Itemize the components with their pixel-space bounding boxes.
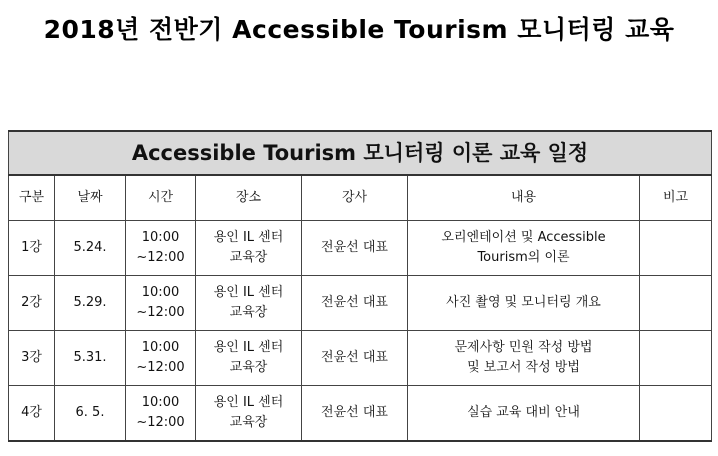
place-room: 교육장 [229, 250, 268, 265]
time-end: ~12:00 [136, 360, 185, 375]
schedule-table [8, 130, 712, 442]
cell-instructor: 전윤선 대표 [302, 276, 408, 331]
header-time: 시간 [126, 175, 196, 221]
table-row [9, 276, 712, 331]
time-start: 10:00 [141, 395, 180, 410]
place-name: 용인 IL 센터 [213, 395, 284, 410]
time-start: 10:00 [141, 285, 180, 300]
cell-date: 6. 5. [55, 386, 126, 442]
cell-content [408, 276, 640, 331]
place-room: 교육장 [229, 415, 268, 430]
cell-time [126, 331, 196, 386]
cell-time [126, 221, 196, 276]
cell-date: 5.24. [55, 221, 126, 276]
table-header-row [9, 175, 712, 221]
cell-content [408, 221, 640, 276]
header-date: 날짜 [55, 175, 126, 221]
time-end: ~12:00 [136, 415, 185, 430]
cell-note [640, 331, 712, 386]
cell-place [196, 221, 302, 276]
place-room: 교육장 [229, 305, 268, 320]
cell-date: 5.31. [55, 331, 126, 386]
time-end: ~12:00 [136, 305, 185, 320]
header-content: 내용 [408, 175, 640, 221]
cell-place [196, 276, 302, 331]
cell-place [196, 331, 302, 386]
time-end: ~12:00 [136, 250, 185, 265]
cell-note [640, 386, 712, 442]
cell-date: 5.29. [55, 276, 126, 331]
content-line: 오리엔테이션 및 Accessible [441, 230, 606, 245]
table-row [9, 386, 712, 442]
header-session: 구분 [9, 175, 55, 221]
document-title: 2018년 전반기 Accessible Tourism 모니터링 교육 [43, 15, 675, 44]
place-name: 용인 IL 센터 [213, 340, 284, 355]
content-line: 사진 촬영 및 모니터링 개요 [446, 295, 601, 310]
content-line: 문제사항 민원 작성 방법 [454, 340, 593, 355]
cell-place [196, 386, 302, 442]
cell-content [408, 386, 640, 442]
time-start: 10:00 [141, 340, 180, 355]
header-place: 장소 [196, 175, 302, 221]
cell-instructor: 전윤선 대표 [302, 221, 408, 276]
cell-time [126, 276, 196, 331]
time-start: 10:00 [141, 230, 180, 245]
header-instructor: 강사 [302, 175, 408, 221]
cell-session: 1강 [9, 221, 55, 276]
cell-session: 3강 [9, 331, 55, 386]
cell-instructor: 전윤선 대표 [302, 386, 408, 442]
content-line: Tourism의 이론 [477, 250, 570, 265]
place-name: 용인 IL 센터 [213, 285, 284, 300]
cell-session: 2강 [9, 276, 55, 331]
cell-note [640, 221, 712, 276]
table-caption-row [9, 131, 712, 175]
content-line: 및 보고서 작성 방법 [467, 360, 580, 375]
content-line: 실습 교육 대비 안내 [467, 405, 580, 420]
table-caption: Accessible Tourism 모니터링 이론 교육 일정 [9, 131, 712, 175]
place-name: 용인 IL 센터 [213, 230, 284, 245]
table-row [9, 331, 712, 386]
table-row [9, 221, 712, 276]
cell-time [126, 386, 196, 442]
cell-session: 4강 [9, 386, 55, 442]
header-note: 비고 [640, 175, 712, 221]
cell-note [640, 276, 712, 331]
cell-content [408, 331, 640, 386]
cell-instructor: 전윤선 대표 [302, 331, 408, 386]
place-room: 교육장 [229, 360, 268, 375]
